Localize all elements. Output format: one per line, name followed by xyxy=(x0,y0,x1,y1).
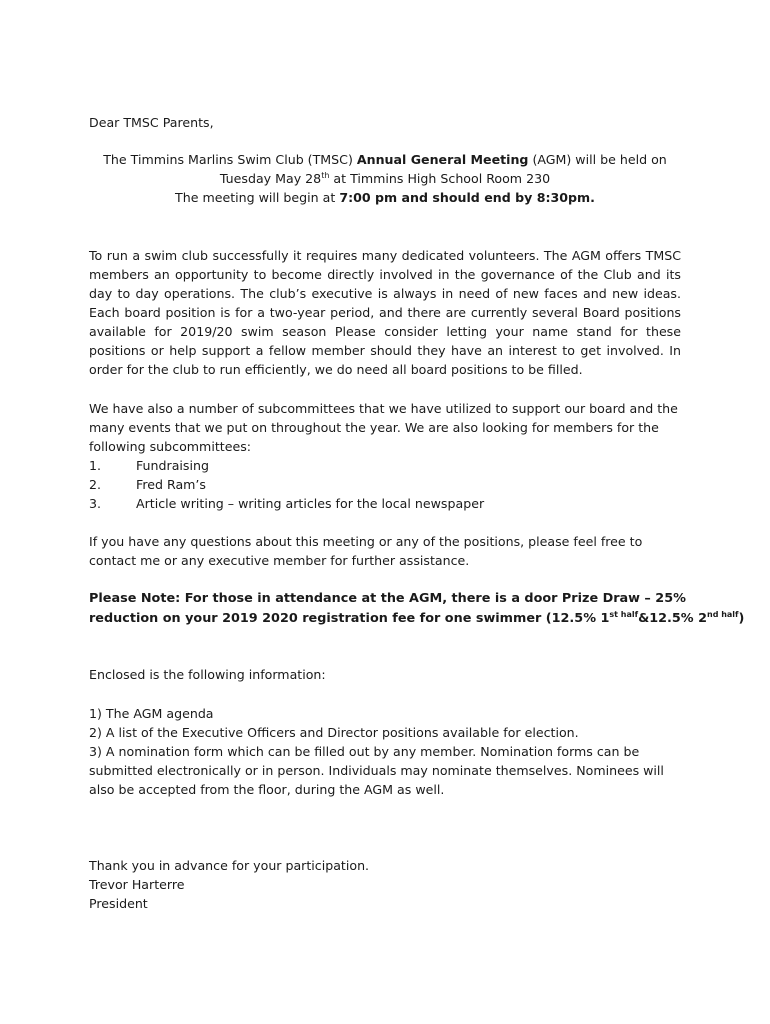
enclosed-item: 3) A nomination form which can be filled out by any member. Nomination forms can be submitted electronically or in person. Individuals may nominate themselves. Nominees will also be accepted from the floor, during the AGM as well. xyxy=(89,744,664,797)
list-item: Fundraising xyxy=(136,458,209,473)
paragraph-questions: If you have any questions about this meeting or any of the positions, please feel free to contact me or any executive member for further assistance. xyxy=(89,534,643,568)
announcement-text: (AGM) will be held on xyxy=(528,152,667,167)
prize-note-sup: nd half xyxy=(707,610,739,619)
list-item: Fred Ram’s xyxy=(136,477,206,492)
enclosed-intro: Enclosed is the following information: xyxy=(89,667,326,682)
prize-note-line-1: Please Note: For those in attendance at the AGM, there is a door Prize Draw – 25% xyxy=(89,591,686,606)
announcement-text: The Timmins Marlins Swim Club (TMSC) xyxy=(103,152,357,167)
list-item-number: 1. xyxy=(89,458,102,473)
announcement-line-1 xyxy=(89,150,681,169)
enclosed-item: 2) A list of the Executive Officers and Director positions available for election. xyxy=(89,725,579,740)
agm-title: Annual General Meeting xyxy=(356,152,529,167)
meeting-time: 7:00 pm and should end by 8:30pm. xyxy=(339,190,595,205)
prize-note-line-2 xyxy=(89,609,744,628)
prize-note-text: &12.5% 2 xyxy=(638,611,707,626)
meeting-location: at Timmins High School Room 230 xyxy=(329,171,551,186)
announcement-line-3 xyxy=(89,188,681,207)
prize-note-text: reduction on your 2019 2020 registration fee for one swimmer (12.5% 1 xyxy=(89,611,610,626)
prize-note-text: ) xyxy=(738,611,745,626)
signer-name: Trevor Harterre xyxy=(89,877,185,892)
paragraph-subcommittees: We have also a number of subcommittees that we have utilized to support our board and the many events that we put on throughout the year. We are also looking for members for the following subcommittees: xyxy=(89,401,678,454)
signer-title: President xyxy=(89,896,148,911)
list-item-number: 3. xyxy=(89,496,102,511)
enclosed-item: 1) The AGM agenda xyxy=(89,706,214,721)
paragraph-volunteers: To run a swim club successfully it requires many dedicated volunteers. The AGM offers TMSC members an opportunity to become directly involved in the governance of the Club and its day to day operations. The club’s executive is always in need of new faces and new ideas. Each board position is for a two-year period, and there are currently several Board positions available for 2019/20 swim season Please consider letting your name stand for these positions or help support a fellow member should they have an interest to get involved. In order for the club to run efficiently, we do need all board positions to be filled. xyxy=(89,248,681,377)
announcement-line-2 xyxy=(89,169,681,188)
list-item-number: 2. xyxy=(89,477,102,492)
date-suffix: th xyxy=(321,171,330,180)
list-item: Article writing – writing articles for the local newspaper xyxy=(136,496,485,511)
prize-note-sup: st half xyxy=(609,610,639,619)
announcement-text: The meeting will begin at xyxy=(175,190,340,205)
salutation: Dear TMSC Parents, xyxy=(89,115,214,130)
closing: Thank you in advance for your participation. xyxy=(89,858,370,873)
meeting-date: Tuesday May 28 xyxy=(219,171,322,186)
